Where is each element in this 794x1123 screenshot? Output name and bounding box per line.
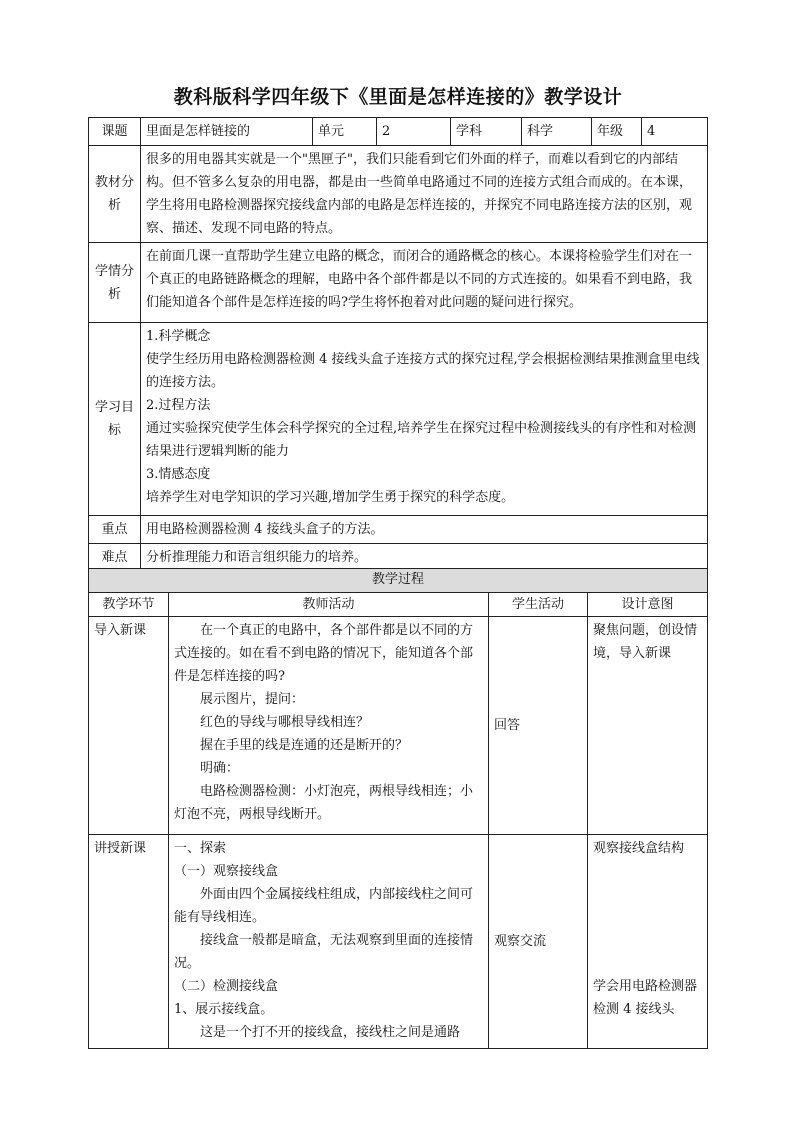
- goal-heading-attitude: 3.情感态度: [146, 467, 211, 482]
- grade-label: 年级: [592, 118, 642, 146]
- learning-goals-row: [89, 323, 708, 516]
- student-analysis-label: 学情分析: [89, 243, 141, 323]
- goal-text-attitude: 培养学生对电学知识的学习兴趣,增加学生勇于探究的科学态度。: [146, 490, 515, 505]
- key-point-row: [89, 516, 708, 544]
- student-analysis-row: [89, 243, 708, 323]
- lesson-line: 这是一个打不开的接线盒，接线柱之间是通路: [200, 1025, 461, 1040]
- learning-goals-content: [141, 323, 708, 516]
- lesson-student-activity: 观察交流: [489, 835, 588, 1049]
- intro-student-activity: 回答: [489, 617, 588, 835]
- goal-heading-process: 2.过程方法: [146, 398, 211, 413]
- intro-line: 在一个真正的电路中，各个部件都是以不同的方式连接的。如在看不到电路的情况下，能知道各个部件是怎样连接的吗?: [174, 623, 474, 684]
- teaching-process-table: [88, 568, 708, 1049]
- intro-design-intent: 聚焦问题，创设情境，导入新课: [588, 617, 708, 835]
- lesson-intent-line: 学会用电路检测器检测 4 接线头: [593, 979, 698, 1017]
- intro-line: 明确：: [200, 761, 240, 776]
- intro-line: 展示图片，提问：: [200, 692, 305, 707]
- lesson-info-table: [88, 117, 708, 572]
- column-header-teacher: 教师活动: [169, 593, 489, 617]
- intro-row: [89, 617, 708, 835]
- topic-row: [89, 118, 708, 146]
- lesson-intent-line: 观察接线盒结构: [593, 841, 685, 856]
- key-point-label: 重点: [89, 516, 141, 544]
- process-column-headers: [89, 593, 708, 617]
- student-analysis-text: 在前面几课一直帮助学生建立电路的概念，而闭合的通路概念的核心。本课将检验学生们对在一个真正的电路链路概念的理解，电路中各个部件都是以不同的方式连接的。如果看不到电路，我们能知道各个部件是怎样连接的吗?学生将怀抱着对此问题的疑问进行探究。: [141, 243, 708, 323]
- lesson-teacher-activity: [169, 835, 489, 1049]
- intro-line: 红色的导线与哪根导线相连？: [200, 715, 370, 730]
- key-point-text: 用电路检测器检测 4 接线头盒子的方法。: [141, 516, 708, 544]
- material-analysis-label: 教材分析: [89, 146, 141, 243]
- column-header-intent: 设计意图: [588, 593, 708, 617]
- intro-line: 电路检测器检测：小灯泡亮，两根导线相连；小灯泡不亮，两根导线断开。: [174, 784, 474, 822]
- intro-teacher-activity: [169, 617, 489, 835]
- lesson-line: 一、探索: [174, 841, 227, 856]
- lesson-design-intent: [588, 835, 708, 1049]
- subject-label: 学科: [451, 118, 522, 146]
- column-header-student: 学生活动: [489, 593, 588, 617]
- goal-text-process: 通过实验探究使学生体会科学探究的全过程,培养学生在探究过程中检测接线头的有序性和对检测结果进行逻辑判断的能力: [146, 421, 697, 459]
- lesson-line: （一）观察接线盒: [174, 864, 279, 879]
- lesson-line: （二）检测接线盒: [174, 979, 279, 994]
- learning-goals-label: 学习目标: [89, 323, 141, 516]
- grade-value: 4: [642, 118, 708, 146]
- goal-text-concept: 使学生经历用电路检测器检测 4 接线头盒子连接方式的探究过程,学会根据检测结果推测盒里电线的连接方法。: [146, 352, 700, 390]
- lesson-line: 接线盒一般都是暗盒，无法观察到里面的连接情况。: [174, 933, 474, 971]
- topic-label: 课题: [89, 118, 141, 146]
- goal-heading-concept: 1.科学概念: [146, 329, 211, 344]
- material-analysis-row: [89, 146, 708, 243]
- process-heading-row: [89, 569, 708, 593]
- difficulty-label: 难点: [89, 544, 141, 572]
- lesson-stage: 讲授新课: [89, 835, 169, 1049]
- topic-value: 里面是怎样链接的: [141, 118, 313, 146]
- lesson-row: [89, 835, 708, 1049]
- subject-value: 科学: [522, 118, 592, 146]
- column-header-stage: 教学环节: [89, 593, 169, 617]
- material-analysis-text: 很多的用电器其实就是一个"黑匣子"，我们只能看到它们外面的样子，而难以看到它的内部结构。但不管多么复杂的用电器，都是由一些简单电路通过不同的连接方式组合而成的。在本课，学生将用电路检测器探究接线盒内部的电路是怎样连接的，并探究不同电路连接方法的区别，观察、描述、发现不同电路的特点。: [141, 146, 708, 243]
- document-title: 教科版科学四年级下《里面是怎样连接的》教学设计: [173, 86, 623, 108]
- lesson-line: 外面由四个金属接线柱组成，内部接线柱之间可能有导线相连。: [174, 887, 474, 925]
- unit-label: 单元: [313, 118, 377, 146]
- difficulty-text: 分析推理能力和语言组织能力的培养。: [141, 544, 708, 572]
- lesson-line: 1、展示接线盒。: [174, 1002, 274, 1017]
- unit-value: 2: [377, 118, 451, 146]
- intro-line: 握在手里的线是连通的还是断开的？: [200, 738, 409, 753]
- intro-stage: 导入新课: [89, 617, 169, 835]
- process-heading: 教学过程: [89, 569, 708, 593]
